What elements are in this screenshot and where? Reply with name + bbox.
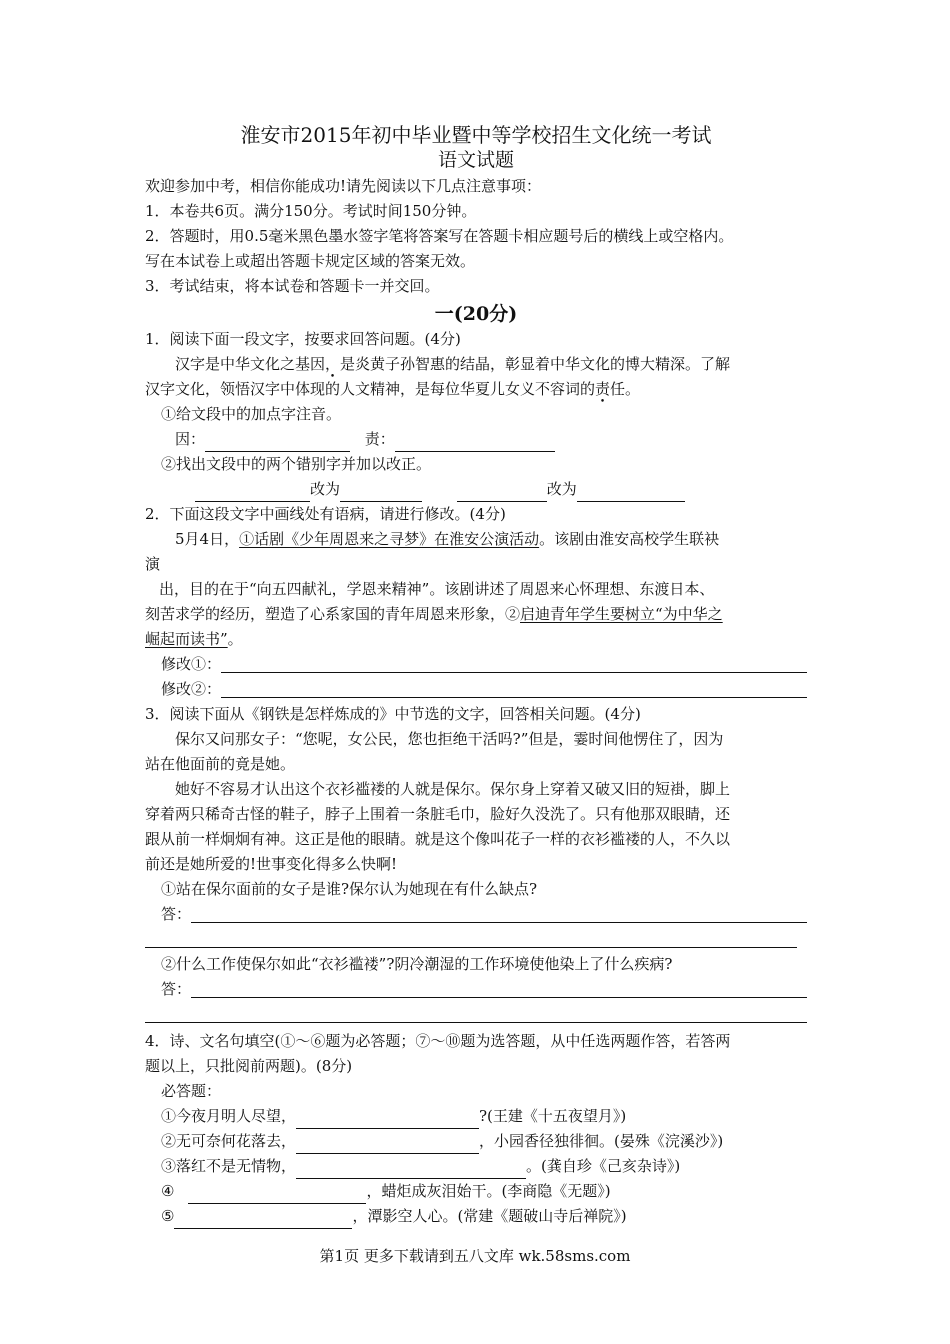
correct-char-blank-2[interactable] [577,483,685,502]
q1-passage-line-2: 汉字文化，领悟汉字中体现的人文精神，是每位华夏儿女义不容词的责任。 [145,380,641,398]
answer-line-1b[interactable] [145,927,797,948]
q1-sub2: ②找出文段中的两个错别字并加以改正。 [161,455,432,473]
poem-blank-1[interactable] [296,1110,479,1129]
correct-char-blank-1[interactable] [340,483,422,502]
q1-correction-row: 改为 改为 [145,477,807,502]
q3-passage-line-3: 她好不容易才认出这个衣衫褴褛的人就是保尔。保尔身上穿着又破又旧的短褂，脚上 [175,780,731,798]
q1-passage-line-1: 汉字是中华文化之基因，是炎黄子孙智惠的结晶，彰显着中华文化的博大精深。了解 [175,355,731,373]
poem-blank-5[interactable] [174,1210,352,1229]
dotted-char-ze: 责 [595,380,611,398]
poem-item-1: ①今夜月明人尽望， ?(王建《十五夜望月》) [145,1104,807,1129]
poem-blank-2[interactable] [296,1135,479,1154]
q2-passage-line-2: 演 [145,555,161,573]
q3-stem: 3．阅读下面从《钢铁是怎样炼成的》中节选的文字，回答相关问题。(4分) [145,705,641,723]
q2-passage-line-5: 崛起而读书”。 [145,630,243,648]
exam-subtitle: 语文试题 [437,149,514,171]
poem-blank-3[interactable] [296,1160,526,1179]
page-footer: 第1页 更多下载请到五八文库 wk.58sms.com [319,1247,631,1265]
q1-sub1: ①给文段中的加点字注音。 [161,405,342,423]
pinyin-blank-ze[interactable] [395,433,555,452]
poem-item-3: ③落红不是无情物， 。(龚自珍《己亥杂诗》) [145,1154,807,1179]
q1-stem: 1．阅读下面一段文字，按要求回答问题。(4分) [145,330,461,348]
answer-line-1[interactable] [191,904,807,923]
underlined-sentence-2: 启迪青年学生要树立“为中华之 [520,605,723,623]
q3-passage-line-1: 保尔又问那女子：“您呢，女公民，您也拒绝干活吗?”但是，霎时间他愣住了，因为 [175,730,724,748]
q3-passage-line-2: 站在他面前的竟是她。 [145,755,296,773]
exam-title: 淮安市2015年初中毕业暨中等学校招生文化统一考试 [240,123,712,147]
section-heading: 一(20分) [434,303,518,325]
q2-fix-row-2: 修改②： [145,677,807,702]
notice-item-3: 3．考试结束，将本试卷和答题卡一并交回。 [145,277,440,295]
q2-stem: 2．下面这段文字中画线处有语病，请进行修改。(4分) [145,505,506,523]
fix-answer-line-2[interactable] [221,679,807,698]
q2-passage-line-3: 出，目的在于“向五四献礼，学恩来精神”。该剧讲述了周恩来心怀理想、东渡日本、 [159,580,715,598]
notice-intro: 欢迎参加中考，相信你能成功!请先阅读以下几点注意事项： [145,177,542,195]
q2-passage-line-4: 刻苦求学的经历，塑造了心系家国的青年周恩来形象，②启迪青年学生要树立“为中华之 [145,605,723,623]
underlined-sentence-1: ①话剧《少年周恩来之寻梦》在淮安公演活动 [239,530,540,548]
poem-item-5: ⑤ ，潭影空人心。(常建《题破山寺后禅院》) [145,1204,807,1229]
wrong-char-blank-2[interactable] [457,483,547,502]
q2-passage-line-1: 5月4日，①话剧《少年周恩来之寻梦》在淮安公演活动。该剧由淮安高校学生联袂 [175,530,720,548]
q3-answer-row-2: 答： [145,977,807,1002]
q2-fix-row-1: 修改①： [145,652,807,677]
notice-item-1: 1．本卷共6页。满分150分。考试时间150分钟。 [145,202,477,220]
q3-answer-row-1: 答： [145,902,807,927]
q4-stem-cont: 题以上，只批阅前两题)。(8分) [145,1057,353,1075]
poem-item-2: ②无可奈何花落去， ，小园香径独徘徊。(晏殊《浣溪沙》) [145,1129,807,1154]
q3-passage-line-4: 穿着两只稀奇古怪的鞋子，脖子上围着一条脏毛巾，脸好久没洗了。只有他那双眼睛，还 [145,805,731,823]
notice-item-2-cont: 写在本试卷上或超出答题卡规定区域的答案无效。 [145,252,476,270]
fix-answer-line-1[interactable] [221,654,807,673]
wrong-char-blank-1[interactable] [195,483,310,502]
q1-pinyin-row: 因： 责： [145,427,807,452]
exam-page [145,118,807,1229]
poem-blank-4[interactable] [188,1185,366,1204]
q3-sub1: ①站在保尔面前的女子是谁?保尔认为她现在有什么缺点? [161,880,538,898]
dotted-char-yin: 因 [310,355,326,373]
poem-item-4: ④ ，蜡炬成灰泪始干。(李商隐《无题》) [145,1179,807,1204]
q3-passage-line-5: 跟从前一样炯炯有神。这正是他的眼睛。就是这个像叫花子一样的衣衫褴褛的人，不久以 [145,830,731,848]
answer-line-2b[interactable] [145,1002,807,1023]
q4-stem: 4．诗、文名句填空(①～⑥题为必答题；⑦～⑩题为选答题，从中任选两题作答，若答两 [145,1032,731,1050]
underlined-sentence-2-cont: 崛起而读书” [145,630,228,648]
q4-required-label: 必答题： [161,1082,222,1100]
notice-item-2: 2．答题时，用0.5毫米黑色墨水签字笔将答案写在答题卡相应题号后的横线上或空格内。 [145,227,734,245]
answer-line-2[interactable] [191,979,807,998]
q3-passage-line-6: 前还是她所爱的!世事变化得多么快啊! [145,855,398,873]
q3-sub2: ②什么工作使保尔如此“衣衫褴褛”?阴冷潮湿的工作环境使他染上了什么疾病? [161,955,673,973]
pinyin-blank-yin[interactable] [205,433,350,452]
